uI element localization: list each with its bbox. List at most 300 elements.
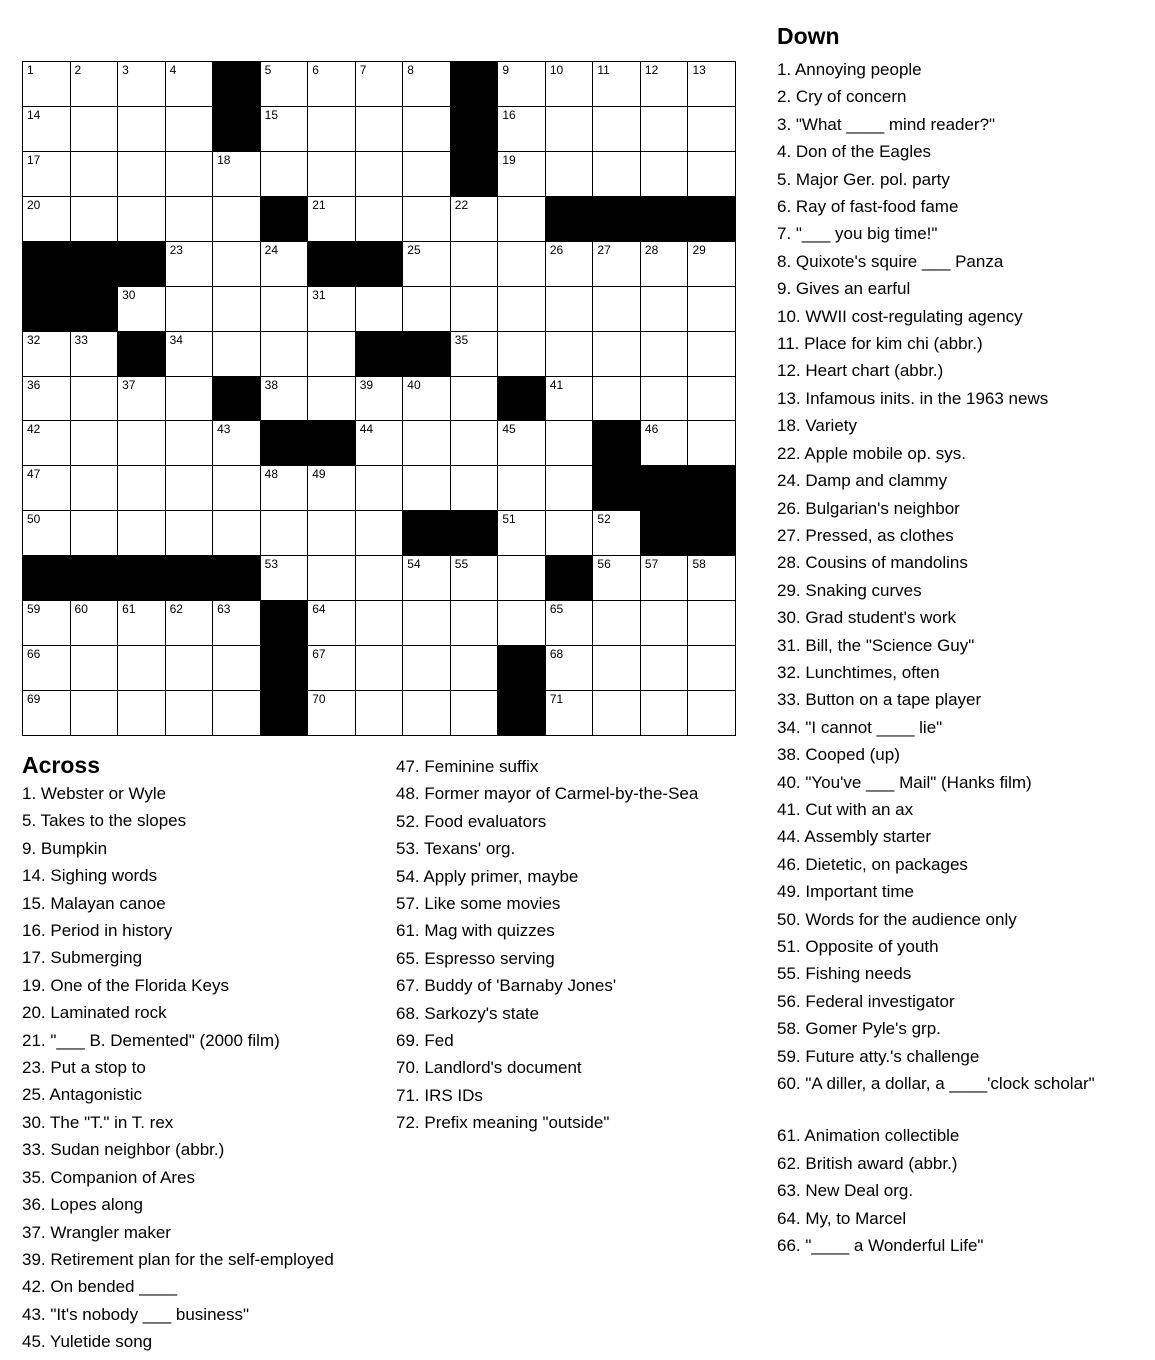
grid-cell[interactable]	[641, 332, 689, 377]
grid-cell[interactable]	[593, 242, 641, 287]
across-clue[interactable]: 53. Texans' org.	[396, 839, 516, 859]
grid-cell[interactable]	[166, 466, 214, 511]
clue-number: 4	[169, 63, 177, 77]
down-clue[interactable]: 58. Gomer Pyle's grp.	[777, 1019, 941, 1039]
clue-number: 63	[217, 602, 231, 617]
grid-cell[interactable]	[688, 287, 736, 332]
grid-cell[interactable]	[546, 466, 594, 511]
across-clue[interactable]: 19. One of the Florida Keys	[22, 975, 229, 995]
grid-cell[interactable]	[308, 377, 356, 422]
down-clue[interactable]: 38. Cooped (up)	[777, 745, 900, 765]
grid-cell[interactable]	[451, 421, 499, 466]
down-clue[interactable]: 6. Ray of fast-food fame	[777, 197, 959, 217]
grid-cell[interactable]	[166, 287, 214, 332]
down-clue[interactable]: 3. "What ____ mind reader?"	[777, 114, 996, 134]
grid-cell[interactable]	[308, 646, 356, 691]
grid-cell[interactable]	[498, 152, 546, 197]
black-square	[23, 556, 71, 601]
grid-cell[interactable]	[498, 421, 546, 466]
down-clue-list	[777, 56, 1095, 1259]
black-square	[261, 691, 309, 736]
down-clue[interactable]: 34. "I cannot ____ lie"	[777, 717, 943, 737]
grid-cell[interactable]	[118, 197, 166, 242]
grid-cell[interactable]	[213, 152, 261, 197]
black-square	[261, 197, 309, 242]
clue-number: 10	[549, 63, 564, 77]
grid-cell[interactable]	[546, 511, 594, 556]
grid-cell[interactable]	[498, 511, 546, 556]
grid-cell[interactable]	[356, 287, 404, 332]
grid-cell[interactable]	[308, 287, 356, 332]
grid-cell[interactable]	[593, 107, 641, 152]
black-square	[451, 62, 499, 107]
grid-cell[interactable]	[593, 332, 641, 377]
across-clue[interactable]: 23. Put a stop to	[22, 1058, 146, 1078]
grid-cell[interactable]	[688, 691, 736, 736]
grid-cell[interactable]	[356, 152, 404, 197]
grid-cell[interactable]	[403, 646, 451, 691]
down-clue[interactable]: 59. Future atty.'s challenge	[777, 1046, 980, 1066]
down-clue[interactable]: 2. Cry of concern	[777, 87, 907, 107]
grid-cell[interactable]	[688, 332, 736, 377]
grid-cell[interactable]	[71, 511, 119, 556]
grid-cell[interactable]	[261, 62, 309, 107]
grid-cell[interactable]	[498, 601, 546, 646]
clue-number: 24	[264, 242, 279, 257]
grid-cell[interactable]	[308, 107, 356, 152]
grid-cell[interactable]	[641, 601, 689, 646]
across-clue[interactable]: 70. Landlord's document	[396, 1058, 582, 1078]
grid-cell[interactable]	[166, 197, 214, 242]
down-clue[interactable]: 13. Infamous inits. in the 1963 news	[777, 388, 1049, 408]
down-clue[interactable]: 24. Damp and clammy	[777, 471, 948, 491]
grid-cell[interactable]	[166, 691, 214, 736]
down-clue[interactable]: 66. "____ a Wonderful Life"	[777, 1236, 984, 1256]
clue-number: 18	[217, 152, 231, 167]
grid-cell[interactable]	[23, 421, 71, 466]
across-clue[interactable]: 43. "It's nobody ___ business"	[22, 1304, 250, 1324]
grid-cell[interactable]	[498, 466, 546, 511]
grid-cell[interactable]	[641, 242, 689, 287]
grid-cell[interactable]	[213, 511, 261, 556]
grid-cell[interactable]	[118, 152, 166, 197]
across-clue[interactable]: 30. The "T." in T. rex	[22, 1112, 174, 1132]
across-clue[interactable]: 16. Period in history	[22, 921, 173, 941]
grid-cell[interactable]	[593, 556, 641, 601]
down-clue[interactable]: 62. British award (abbr.)	[777, 1153, 958, 1173]
grid-cell[interactable]	[451, 197, 499, 242]
grid-cell[interactable]	[308, 691, 356, 736]
grid-cell[interactable]	[498, 62, 546, 107]
black-square	[451, 152, 499, 197]
grid-cell[interactable]	[546, 62, 594, 107]
down-clue[interactable]: 8. Quixote's squire ___ Panza	[777, 251, 1004, 271]
grid-cell[interactable]	[23, 377, 71, 422]
grid-cell[interactable]	[641, 62, 689, 107]
across-clue[interactable]: 52. Food evaluators	[396, 811, 547, 831]
grid-cell[interactable]	[356, 62, 404, 107]
grid-cell[interactable]	[593, 601, 641, 646]
down-clue[interactable]: 60. "A diller, a dollar, a ____'clock scholar"	[777, 1074, 1095, 1094]
across-clue[interactable]: 45. Yuletide song	[22, 1332, 153, 1352]
grid-cell[interactable]	[261, 287, 309, 332]
down-clue[interactable]: 18. Variety	[777, 416, 858, 436]
grid-cell[interactable]	[688, 62, 736, 107]
black-square	[308, 421, 356, 466]
grid-cell[interactable]	[71, 421, 119, 466]
across-clue[interactable]: 33. Sudan neighbor (abbr.)	[22, 1140, 225, 1160]
grid-cell[interactable]	[451, 466, 499, 511]
grid-cell[interactable]	[403, 421, 451, 466]
grid-cell[interactable]	[688, 556, 736, 601]
clue-number: 58	[692, 557, 706, 572]
grid-cell[interactable]	[546, 152, 594, 197]
black-square	[593, 197, 641, 242]
grid-cell[interactable]	[641, 421, 689, 466]
down-clue[interactable]: 4. Don of the Eagles	[777, 142, 932, 162]
down-clue[interactable]: 12. Heart chart (abbr.)	[777, 361, 944, 381]
down-clue[interactable]: 9. Gives an earful	[777, 279, 911, 299]
grid-cell[interactable]	[166, 62, 214, 107]
down-clue[interactable]: 10. WWII cost-regulating agency	[777, 306, 1023, 326]
across-clue[interactable]: 61. Mag with quizzes	[396, 921, 555, 941]
clue-number: 55	[454, 557, 469, 572]
down-clue[interactable]: 49. Important time	[777, 882, 915, 902]
grid-cell[interactable]	[641, 556, 689, 601]
grid-cell[interactable]	[593, 62, 641, 107]
grid-cell[interactable]	[546, 287, 594, 332]
down-clue[interactable]: 7. "___ you big time!"	[777, 224, 938, 244]
grid-cell[interactable]	[23, 691, 71, 736]
grid-cell[interactable]	[403, 466, 451, 511]
grid-cell[interactable]	[593, 691, 641, 736]
clue-number: 57	[644, 557, 659, 572]
black-square	[688, 511, 736, 556]
grid-cell[interactable]	[213, 691, 261, 736]
grid-cell[interactable]	[498, 287, 546, 332]
down-clue[interactable]: 32. Lunchtimes, often	[777, 662, 940, 682]
grid-cell[interactable]	[23, 511, 71, 556]
grid-cell[interactable]	[23, 646, 71, 691]
grid-cell[interactable]	[261, 377, 309, 422]
grid-cell[interactable]	[71, 601, 119, 646]
clue-number: 23	[169, 242, 183, 257]
across-clue[interactable]: 17. Submerging	[22, 948, 143, 968]
down-clue[interactable]: 51. Opposite of youth	[777, 937, 939, 956]
grid-cell[interactable]	[71, 377, 119, 422]
grid-cell[interactable]	[451, 287, 499, 332]
grid-cell[interactable]	[593, 646, 641, 691]
across-clue[interactable]: 1. Webster or Wyle	[22, 784, 167, 803]
grid-cell[interactable]	[213, 242, 261, 287]
grid-cell[interactable]	[593, 377, 641, 422]
clue-number: 66	[27, 647, 41, 662]
across-clue[interactable]: 15. Malayan canoe	[22, 893, 166, 913]
across-clue[interactable]: 48. Former mayor of Carmel-by-the-Sea	[396, 784, 699, 804]
grid-cell[interactable]	[71, 332, 119, 377]
grid-cell[interactable]	[451, 601, 499, 646]
grid-cell[interactable]	[118, 107, 166, 152]
grid-cell[interactable]	[71, 466, 119, 511]
across-clue[interactable]: 36. Lopes along	[22, 1195, 143, 1215]
grid-cell[interactable]	[71, 197, 119, 242]
grid-cell[interactable]	[71, 646, 119, 691]
grid-cell[interactable]	[213, 287, 261, 332]
grid-cell[interactable]	[23, 62, 71, 107]
grid-cell[interactable]	[261, 466, 309, 511]
clue-number: 40	[407, 377, 421, 392]
clue-number: 46	[644, 422, 659, 437]
grid-cell[interactable]	[546, 332, 594, 377]
down-clue[interactable]: 5. Major Ger. pol. party	[777, 169, 950, 189]
grid-cell[interactable]	[403, 377, 451, 422]
grid-cell[interactable]	[71, 691, 119, 736]
across-clue[interactable]: 35. Companion of Ares	[22, 1167, 195, 1187]
across-clue[interactable]: 25. Antagonistic	[22, 1085, 143, 1105]
black-square	[261, 421, 309, 466]
down-clue[interactable]: 50. Words for the audience only	[777, 909, 1017, 929]
across-clue[interactable]: 42. On bended ____	[22, 1277, 178, 1297]
black-square	[71, 287, 119, 332]
grid-cell[interactable]	[451, 556, 499, 601]
grid-cell[interactable]	[118, 601, 166, 646]
grid-cell[interactable]	[403, 601, 451, 646]
grid-cell[interactable]	[498, 242, 546, 287]
grid-cell[interactable]	[308, 511, 356, 556]
grid-cell[interactable]	[213, 332, 261, 377]
down-clue[interactable]: 46. Dietetic, on packages	[777, 854, 968, 874]
grid-cell[interactable]	[166, 152, 214, 197]
grid-cell[interactable]	[118, 646, 166, 691]
clue-number: 39	[359, 377, 374, 392]
grid-cell[interactable]	[356, 646, 404, 691]
down-clue[interactable]: 41. Cut with an ax	[777, 799, 914, 819]
grid-cell[interactable]	[118, 421, 166, 466]
grid-cell[interactable]	[403, 287, 451, 332]
grid-cell[interactable]	[261, 152, 309, 197]
grid-cell[interactable]	[261, 107, 309, 152]
grid-cell[interactable]	[356, 197, 404, 242]
grid-cell[interactable]	[118, 287, 166, 332]
across-clue[interactable]: 69. Fed	[396, 1031, 454, 1051]
grid-cell[interactable]	[451, 691, 499, 736]
clue-number: 35	[454, 332, 469, 347]
grid-cell[interactable]	[641, 691, 689, 736]
across-clue[interactable]: 39. Retirement plan for the self-employed	[22, 1249, 334, 1269]
grid-cell[interactable]	[166, 511, 214, 556]
grid-cell[interactable]	[546, 242, 594, 287]
grid-cell[interactable]	[688, 646, 736, 691]
grid-cell[interactable]	[403, 197, 451, 242]
grid-cell[interactable]	[451, 242, 499, 287]
across-clue[interactable]: 14. Sighing words	[22, 866, 158, 886]
down-clue[interactable]: 30. Grad student's work	[777, 608, 956, 628]
across-clue[interactable]: 67. Buddy of 'Barnaby Jones'	[396, 976, 617, 996]
grid-cell[interactable]	[403, 556, 451, 601]
down-clue[interactable]: 55. Fishing needs	[777, 964, 912, 984]
down-clue[interactable]: 56. Federal investigator	[777, 991, 955, 1011]
grid-cell[interactable]	[118, 511, 166, 556]
grid-cell[interactable]	[688, 421, 736, 466]
down-clue[interactable]: 31. Bill, the "Science Guy"	[777, 635, 975, 655]
clue-number: 51	[502, 512, 516, 527]
grid-cell[interactable]	[451, 377, 499, 422]
grid-cell[interactable]	[118, 691, 166, 736]
grid-cell[interactable]	[688, 242, 736, 287]
grid-cell[interactable]	[23, 107, 71, 152]
grid-cell[interactable]	[688, 107, 736, 152]
clue-number: 67	[312, 647, 326, 662]
grid-cell[interactable]	[213, 421, 261, 466]
grid-cell[interactable]	[688, 601, 736, 646]
across-clue[interactable]: 65. Espresso serving	[396, 948, 555, 968]
grid-cell[interactable]	[546, 107, 594, 152]
grid-cell[interactable]	[261, 332, 309, 377]
grid-cell[interactable]	[118, 62, 166, 107]
grid-cell[interactable]	[641, 287, 689, 332]
grid-cell[interactable]	[166, 421, 214, 466]
grid-cell[interactable]	[356, 556, 404, 601]
clue-number: 59	[27, 602, 41, 617]
grid-cell[interactable]	[118, 377, 166, 422]
black-square	[498, 377, 546, 422]
grid-cell[interactable]	[213, 466, 261, 511]
down-clue[interactable]: 63. New Deal org.	[777, 1181, 914, 1201]
across-clue[interactable]: 54. Apply primer, maybe	[396, 866, 579, 886]
grid-cell[interactable]	[641, 152, 689, 197]
down-clue[interactable]: 64. My, to Marcel	[777, 1208, 907, 1228]
grid-cell[interactable]	[166, 377, 214, 422]
grid-cell[interactable]	[261, 511, 309, 556]
grid-cell[interactable]	[403, 107, 451, 152]
clue-number: 15	[264, 107, 279, 122]
grid-cell[interactable]	[641, 646, 689, 691]
grid-cell[interactable]	[498, 107, 546, 152]
grid-cell[interactable]	[593, 511, 641, 556]
grid-cell[interactable]	[308, 556, 356, 601]
grid-cell[interactable]	[23, 197, 71, 242]
down-clue[interactable]: 1. Annoying people	[777, 60, 922, 79]
grid-cell[interactable]	[451, 646, 499, 691]
down-clue[interactable]: 26. Bulgarian's neighbor	[777, 498, 960, 518]
down-clue[interactable]: 40. "You've ___ Mail" (Hanks film)	[777, 772, 1032, 792]
grid-cell[interactable]	[71, 62, 119, 107]
down-clue[interactable]: 33. Button on a tape player	[777, 690, 982, 710]
grid-cell[interactable]	[23, 332, 71, 377]
grid-cell[interactable]	[166, 601, 214, 646]
black-square	[498, 691, 546, 736]
grid-cell[interactable]	[356, 601, 404, 646]
grid-cell[interactable]	[688, 152, 736, 197]
down-clue[interactable]: 44. Assembly starter	[777, 827, 932, 847]
grid-cell[interactable]	[356, 421, 404, 466]
across-clue[interactable]: 68. Sarkozy's state	[396, 1003, 540, 1023]
clue-number: 19	[502, 152, 516, 167]
grid-cell[interactable]	[308, 601, 356, 646]
grid-cell[interactable]	[23, 466, 71, 511]
grid-cell[interactable]	[546, 646, 594, 691]
grid-cell[interactable]	[261, 242, 309, 287]
grid-cell[interactable]	[213, 646, 261, 691]
across-clue[interactable]: 57. Like some movies	[396, 894, 561, 914]
down-clue[interactable]: 28. Cousins of mandolins	[777, 553, 968, 573]
grid-cell[interactable]	[356, 107, 404, 152]
grid-cell[interactable]	[546, 377, 594, 422]
grid-cell[interactable]	[118, 466, 166, 511]
grid-cell[interactable]	[356, 511, 404, 556]
grid-cell[interactable]	[23, 601, 71, 646]
grid-cell[interactable]	[308, 197, 356, 242]
across-clue[interactable]: 9. Bumpkin	[22, 838, 108, 858]
grid-cell[interactable]	[451, 332, 499, 377]
down-clue[interactable]: 22. Apple mobile op. sys.	[777, 443, 967, 463]
grid-cell[interactable]	[593, 287, 641, 332]
grid-cell[interactable]	[261, 556, 309, 601]
grid-cell[interactable]	[308, 152, 356, 197]
grid-cell[interactable]	[308, 62, 356, 107]
down-clue[interactable]: 61. Animation collectible	[777, 1126, 960, 1146]
grid-cell[interactable]	[166, 242, 214, 287]
grid-cell[interactable]	[356, 377, 404, 422]
grid-cell[interactable]	[308, 332, 356, 377]
across-clue[interactable]: 21. "___ B. Demented" (2000 film)	[22, 1030, 280, 1050]
across-clue[interactable]: 37. Wrangler maker	[22, 1222, 171, 1242]
down-clue[interactable]: 29. Snaking curves	[777, 580, 922, 600]
clue-number: 65	[549, 602, 564, 617]
grid-cell[interactable]	[403, 691, 451, 736]
down-clue[interactable]: 27. Pressed, as clothes	[777, 525, 954, 545]
across-clue[interactable]: 5. Takes to the slopes	[22, 811, 187, 831]
grid-cell[interactable]	[166, 646, 214, 691]
grid-cell[interactable]	[308, 466, 356, 511]
grid-cell[interactable]	[71, 152, 119, 197]
grid-cell[interactable]	[498, 332, 546, 377]
grid-cell[interactable]	[641, 377, 689, 422]
across-clue[interactable]: 72. Prefix meaning "outside"	[396, 1113, 610, 1133]
grid-cell[interactable]	[546, 601, 594, 646]
grid-cell[interactable]	[546, 691, 594, 736]
grid-cell[interactable]	[71, 107, 119, 152]
grid-cell[interactable]	[498, 197, 546, 242]
across-clue[interactable]: 71. IRS IDs	[396, 1085, 483, 1105]
grid-cell[interactable]	[23, 152, 71, 197]
grid-cell[interactable]	[403, 62, 451, 107]
grid-cell[interactable]	[403, 242, 451, 287]
black-square	[356, 332, 404, 377]
down-clue[interactable]: 11. Place for kim chi (abbr.)	[777, 334, 983, 354]
clue-number: 42	[27, 422, 41, 437]
grid-cell[interactable]	[593, 152, 641, 197]
grid-cell[interactable]	[356, 466, 404, 511]
black-square	[593, 466, 641, 511]
grid-cell[interactable]	[546, 421, 594, 466]
grid-cell[interactable]	[641, 107, 689, 152]
grid-cell[interactable]	[498, 556, 546, 601]
clue-number: 5	[264, 63, 272, 77]
grid-cell[interactable]	[213, 197, 261, 242]
grid-cell[interactable]	[213, 601, 261, 646]
grid-cell[interactable]	[356, 691, 404, 736]
clue-number: 32	[27, 332, 41, 347]
grid-cell[interactable]	[166, 107, 214, 152]
grid-cell[interactable]	[166, 332, 214, 377]
grid-cell[interactable]	[403, 152, 451, 197]
clue-number: 7	[359, 63, 367, 77]
grid-cell[interactable]	[688, 377, 736, 422]
across-clue[interactable]: 20. Laminated rock	[22, 1003, 167, 1023]
across-clue[interactable]: 47. Feminine suffix	[396, 757, 539, 776]
clue-number: 6	[312, 63, 319, 77]
